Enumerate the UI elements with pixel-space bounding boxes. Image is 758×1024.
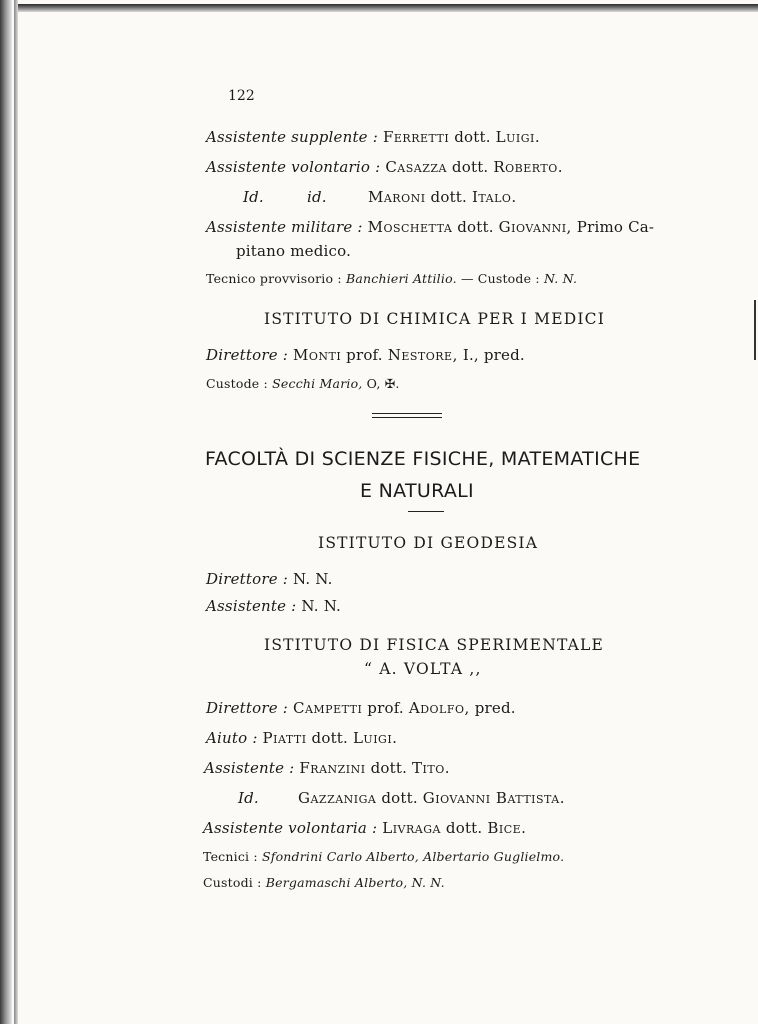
- chimica-custode: [206, 376, 400, 391]
- role-label: Direttore :: [206, 570, 289, 588]
- entry-tail2: pitano medico.: [236, 242, 352, 260]
- entry-title: dott.: [449, 128, 496, 146]
- title-text: dott.: [440, 819, 488, 837]
- tail: pred.: [469, 699, 516, 717]
- given-name: Tito.: [412, 759, 450, 777]
- fisica-direttore: [206, 699, 516, 717]
- entry-role: Assistente militare :: [206, 218, 363, 236]
- entry-given-name: Roberto.: [493, 158, 564, 176]
- surname: Franzini: [299, 759, 366, 777]
- tecnici-value: Sfondrini Carlo Alberto, Albertario Guglielmo.: [261, 849, 565, 864]
- scan-top-edge: [14, 4, 758, 12]
- entry-assistente-volontario: [206, 158, 563, 176]
- surname: Gazzaniga: [298, 789, 377, 807]
- fisica-tecnici: [203, 849, 564, 864]
- scan-left-edge-inner: [14, 0, 18, 1024]
- fisica-id-name: [298, 789, 565, 807]
- title-text: prof.: [362, 699, 409, 717]
- tail: I., pred.: [457, 346, 525, 364]
- role-label: Id.: [238, 789, 259, 807]
- role-label: Direttore :: [206, 699, 289, 717]
- scan-right-mark: [754, 300, 756, 360]
- entry-role: id.: [307, 188, 327, 206]
- section-rule-bottom: [372, 417, 442, 418]
- custodi-label: Custodi :: [203, 875, 262, 890]
- istituto-chimica-title: ISTITUTO DI CHIMICA PER I MEDICI: [264, 310, 606, 328]
- value: N. N.: [293, 570, 333, 588]
- facolta-rule: [408, 511, 444, 512]
- custode-tail: O, ✠.: [362, 376, 400, 391]
- surname: Piatti: [262, 729, 307, 747]
- entry-surname: Casazza: [385, 158, 447, 176]
- fisica-assistente-volontaria: [203, 819, 526, 837]
- role-label: Assistente :: [204, 759, 295, 777]
- entry-surname: Maroni: [368, 188, 426, 206]
- title-text: prof.: [341, 346, 388, 364]
- custode-value: N. N.: [543, 271, 578, 286]
- value: N. N.: [301, 597, 342, 615]
- page-number: 122: [228, 88, 255, 104]
- entry-assistente-militare-cont: [236, 242, 351, 260]
- fisica-aiuto: [206, 729, 397, 747]
- entry-role: Assistente supplente :: [206, 128, 378, 146]
- entry-surname: Ferretti: [382, 128, 450, 146]
- entry-role: Id.: [243, 188, 264, 206]
- entry-title: dott.: [452, 218, 499, 236]
- entry-id: [243, 188, 264, 206]
- entry-id-name: [368, 188, 517, 206]
- istituto-geodesia-title: ISTITUTO DI GEODESIA: [318, 534, 539, 552]
- surname: Campetti: [293, 699, 363, 717]
- istituto-fisica-title: ISTITUTO DI FISICA SPERIMENTALE: [264, 636, 605, 654]
- custode-label: Custode :: [206, 376, 268, 391]
- role-label: Assistente volontaria :: [203, 819, 378, 837]
- given-name: Adolfo,: [408, 699, 470, 717]
- tecnico-line: [206, 271, 577, 286]
- entry-title: dott.: [446, 158, 494, 176]
- entry-role: Assistente volontario :: [206, 158, 381, 176]
- facolta-title-line1: FACOLTÀ DI SCIENZE FISICHE, MATEMATICHE: [205, 448, 641, 470]
- tecnici-label: Tecnici :: [203, 849, 258, 864]
- fisica-id: [238, 789, 259, 807]
- istituto-fisica-subtitle: “ A. VOLTA ,,: [364, 660, 482, 678]
- entry-assistente-supplente: [206, 128, 540, 146]
- entry-id-sub: [307, 188, 327, 206]
- title-text: dott.: [376, 789, 423, 807]
- fisica-custodi: [203, 875, 445, 890]
- role-label: Aiuto :: [206, 729, 258, 747]
- entry-given-name: Italo.: [471, 188, 517, 206]
- scan-left-edge: [0, 0, 12, 1024]
- chimica-direttore: [206, 346, 525, 364]
- tecnico-label: Tecnico provvisorio :: [206, 271, 342, 286]
- entry-surname: Moschetta: [367, 218, 453, 236]
- section-rule-top: [372, 413, 442, 414]
- given-name: Luigi.: [352, 729, 398, 747]
- fisica-assistente: [204, 759, 450, 777]
- role-label: Direttore :: [206, 346, 289, 364]
- given-name: Giovanni Battista.: [422, 789, 565, 807]
- title-text: dott.: [306, 729, 353, 747]
- geodesia-assistente: [206, 597, 341, 615]
- title-text: dott.: [365, 759, 413, 777]
- surname: Livraga: [382, 819, 441, 837]
- custode-sep: — Custode :: [456, 271, 544, 286]
- tecnico-value: Banchieri Attilio.: [345, 271, 457, 286]
- surname: Monti: [293, 346, 342, 364]
- role-label: Assistente :: [206, 597, 297, 615]
- entry-assistente-militare: [206, 218, 654, 236]
- geodesia-direttore: [206, 570, 333, 588]
- entry-tail: Primo Ca-: [571, 218, 655, 236]
- custode-value: Secchi Mario,: [272, 376, 363, 391]
- entry-given-name: Luigi.: [495, 128, 541, 146]
- entry-given-name: Giovanni,: [498, 218, 572, 236]
- entry-title: dott.: [425, 188, 472, 206]
- facolta-title-line2: E NATURALI: [360, 480, 474, 502]
- given-name: Nestore,: [387, 346, 458, 364]
- given-name: Bice.: [487, 819, 527, 837]
- custodi-value: Bergamaschi Alberto, N. N.: [265, 875, 445, 890]
